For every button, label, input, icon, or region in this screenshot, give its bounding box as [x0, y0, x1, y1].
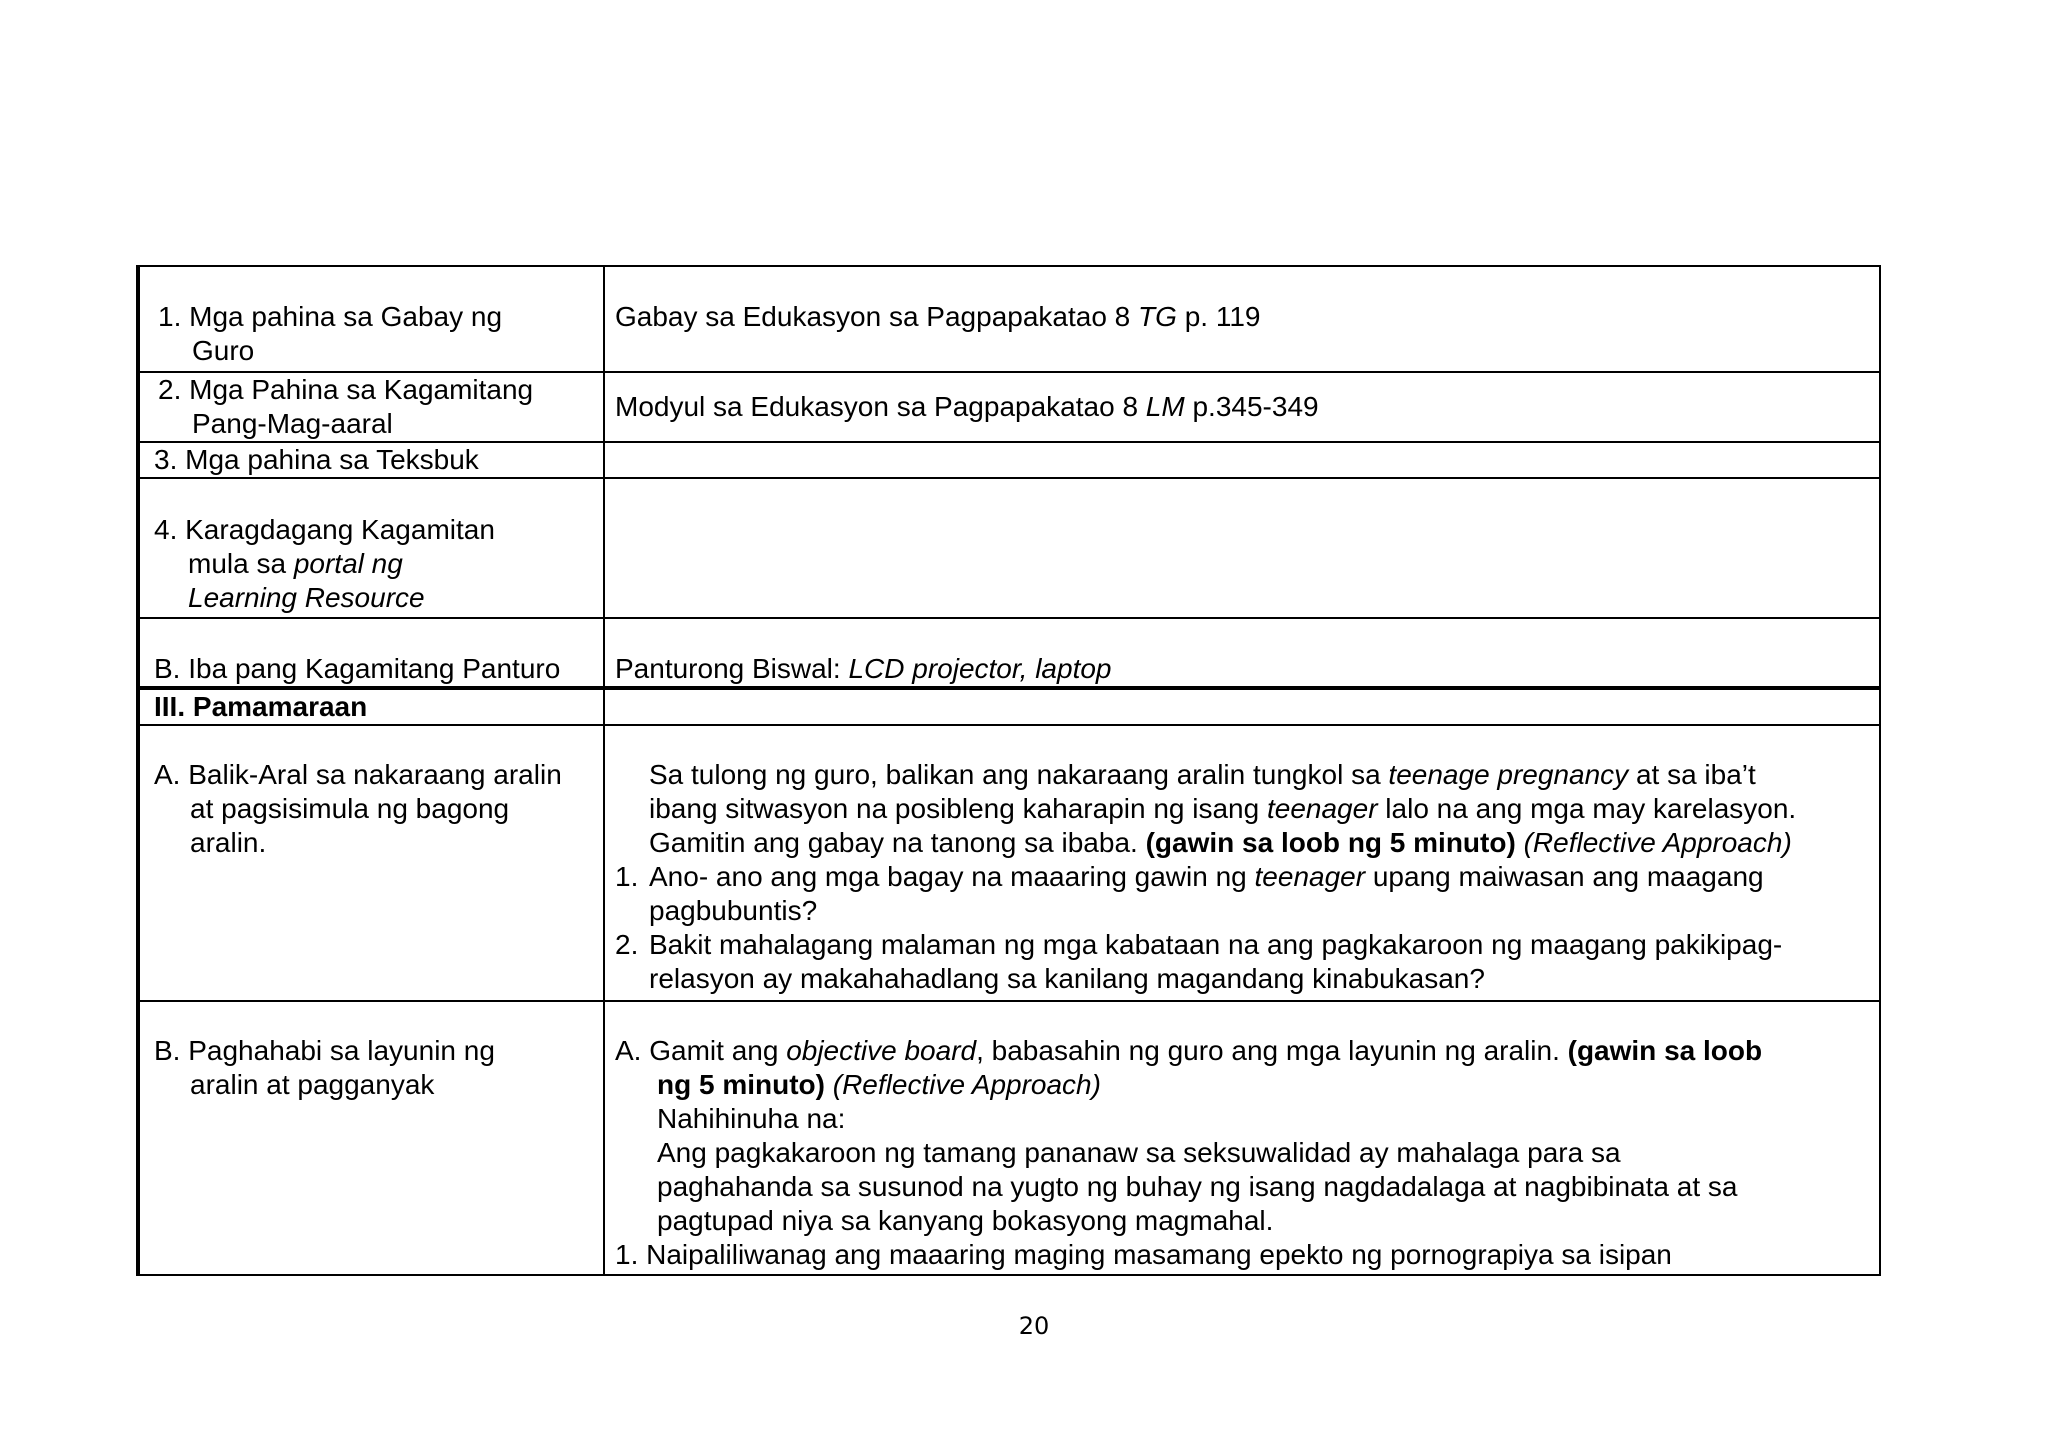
table-row: [138, 266, 1880, 372]
list-item: 1. Ano- ano ang mga bagay na maaaring gawin ng teenager upang maiwasan ang maagang pagbubuntis?: [615, 861, 1764, 926]
section-heading-pamamaraan: III. Pamamaraan: [138, 688, 604, 725]
guide-questions-list: [615, 860, 1869, 996]
table-row: [138, 618, 1880, 688]
row-content-karagdagang-kagamitan: [604, 478, 1880, 618]
table-row: [138, 478, 1880, 618]
row-label-gabay-ng-guro: 1. Mga pahina sa Gabay ng Guro: [138, 266, 604, 372]
table-row: [138, 442, 1880, 478]
row-content-kagamitang-pang-mag-aaral: Modyul sa Edukasyon sa Pagpapakatao 8 LM p.345-349: [604, 372, 1880, 442]
lesson-plan-table: [136, 265, 1881, 1276]
row-content-paghahabi: A. Gamit ang objective board, babasahin ng guro ang mga layunin ng aralin. (gawin sa loob ng 5 minuto) (Reflective Approach) Nahihinuha na: Ang pagkakaroon ng tamang pananaw sa seksuwalidad ay mahalaga para sa paghahanda sa susunod na yugto ng buhay ng isang nagdadalaga at nagbibinata at sa pagtupad niya sa kanyang bokasyong magmahal. 1. Naipaliliwanag ang maaaring maging masamang epekto ng pornograpiya sa isipan: [604, 1001, 1880, 1275]
table-row: [138, 372, 1880, 442]
table-row: [138, 1001, 1880, 1275]
row-label-iba-pang-kagamitan: B. Iba pang Kagamitang Panturo: [138, 618, 604, 688]
row-content-iba-pang-kagamitan: Panturong Biswal: LCD projector, laptop: [604, 618, 1880, 688]
row-label-karagdagang-kagamitan: 4. Karagdagang Kagamitan mula sa portal ng Learning Resource: [138, 478, 604, 618]
row-content-teksbuk: [604, 442, 1880, 478]
list-item: 2. Bakit mahalagang malaman ng mga kabataan na ang pagkakaroon ng maagang pakikipag- relasyon ay makahahadlang sa kanilang magandang kinabukasan?: [615, 929, 1783, 994]
table-row: [138, 688, 1880, 725]
row-label-paghahabi: B. Paghahabi sa layunin ng aralin at pagganyak: [138, 1001, 604, 1275]
page-number: 20: [1018, 1312, 1050, 1340]
table-row: [138, 725, 1880, 1001]
row-label-kagamitang-pang-mag-aaral: 2. Mga Pahina sa Kagamitang Pang-Mag-aaral: [138, 372, 604, 442]
section-heading-content: [604, 688, 1880, 725]
row-content-gabay-ng-guro: Gabay sa Edukasyon sa Pagpapakatao 8 TG p. 119: [604, 266, 1880, 372]
row-label-teksbuk: 3. Mga pahina sa Teksbuk: [138, 442, 604, 478]
row-content-balik-aral: Sa tulong ng guro, balikan ang nakaraang aralin tungkol sa teenage pregnancy at sa iba’t ibang sitwasyon na posibleng kaharapin ng isang teenager lalo na ang mga may karelasyon. Gamitin ang gabay na tanong sa ibaba. (gawin sa loob ng 5 minuto) (Reflective Approach) 1. Ano- ano ang mga bagay na maaaring gawin ng teenager upang maiwasan ang maagang pagbubuntis? 2. Bakit mahalagang malaman ng mga kabataan na ang pagkakaroon ng maagang pakikipag- relasyon ay makahahadlang sa kanilang magandang kinabukasan?: [604, 725, 1880, 1001]
row-label-balik-aral: A. Balik-Aral sa nakaraang aralin at pagsisimula ng bagong aralin.: [138, 725, 604, 1001]
